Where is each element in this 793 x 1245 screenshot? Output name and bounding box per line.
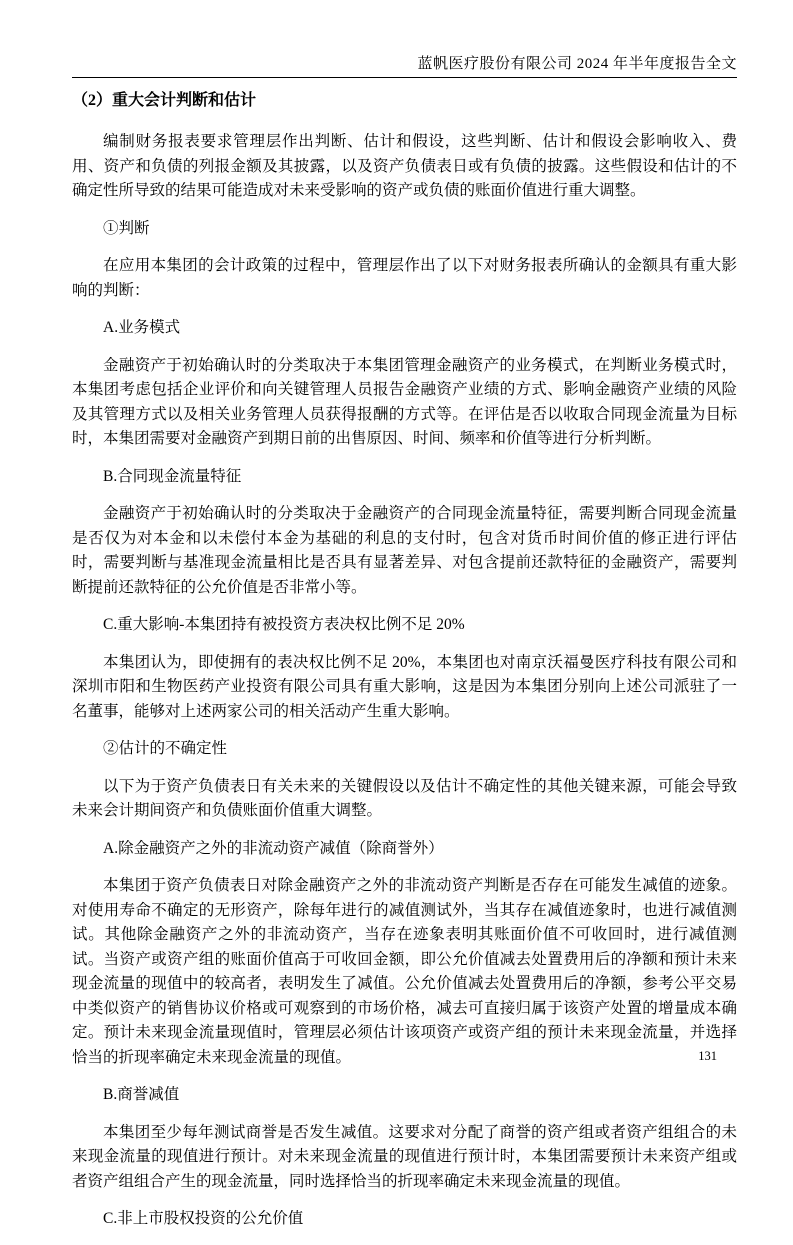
paragraph: 以下为于资产负债表日有关未来的关键假设以及估计不确定性的其他关键来源，可能会导致未来会计期间资产和负债账面价值重大调整。 [72, 777, 737, 819]
sub-heading: A.除金融资产之外的非流动资产减值（除商誉外） [103, 839, 444, 857]
sub-heading: B.合同现金流量特征 [103, 467, 242, 485]
sub-heading: C.重大影响-本集团持有被投资方表决权比例不足 20% [103, 616, 465, 633]
sub-heading: A.业务模式 [103, 319, 181, 336]
report-title: 蓝帆医疗股份有限公司 2024 年半年度报告全文 [417, 56, 737, 72]
page-number: 131 [698, 1049, 717, 1063]
paragraph: 本集团至少每年测试商誉是否发生减值。这要求对分配了商誉的资产组或者资产组组合的未来现金流量的现值进行预计。对未来现金流量的现值进行预计时，本集团需要预计未来资产组或者资产组组合产生的现金流量，同时选择恰当的折现率确定未来现金流量的现值。 [72, 1123, 737, 1190]
sub-heading: C.非上市股权投资的公允价值 [103, 1210, 304, 1227]
paragraph: 本集团认为，即使拥有的表决权比例不足 20%，本集团也对南京沃福曼医疗科技有限公司和深圳市阳和生物医药产业投资有限公司具有重大影响，这是因为本集团分别向上述公司派驻了一名董事，能够对上述两家公司的相关活动产生重大影响。 [72, 653, 737, 720]
section-heading: （2）重大会计判断和估计 [72, 92, 257, 109]
document-body [72, 90, 737, 1245]
sub-heading: ①判断 [103, 219, 150, 237]
paragraph: 在应用本集团的会计政策的过程中，管理层作出了以下对财务报表所确认的金额具有重大影响的判断： [72, 257, 737, 299]
sub-heading: B.商誉减值 [103, 1086, 180, 1103]
page-header [72, 0, 737, 78]
paragraph: 金融资产于初始确认时的分类取决于金融资产的合同现金流量特征，需要判断合同现金流量是否仅为对本金和以未偿付本金为基础的利息的支付时，包含对货币时间价值的修正进行评估时，需要判断与基准现金流量相比是否具有显著差异、对包含提前还款特征的金融资产，需要判断提前还款特征的公允价值是否非常小等。 [72, 505, 737, 596]
sub-heading: ②估计的不确定性 [103, 740, 228, 757]
paragraph: 编制财务报表要求管理层作出判断、估计和假设，这些判断、估计和假设会影响收入、费用、资产和负债的列报金额及其披露，以及资产负债表日或有负债的披露。这些假设和估计的不确定性所导致的结果可能造成对未来受影响的资产或负债的账面价值进行重大调整。 [72, 133, 737, 199]
paragraph: 本集团于资产负债表日对除金融资产之外的非流动资产判断是否存在可能发生减值的迹象。对使用寿命不确定的无形资产，除每年进行的减值测试外，当其存在减值迹象时，也进行减值测试。其他除金融资产之外的非流动资产，当存在迹象表明其账面价值不可收回时，进行减值测试。当资产或资产组的账面价值高于可收回金额，即公允价值减去处置费用后的净额和预计未来现金流量的现值中的较高者，表明发生了减值。公允价值减去处置费用后的净额，参考公平交易中类似资产的销售协议价格或可观察到的市场价格，减去可直接归属于该资产处置的增量成本确定。预计未来现金流量现值时，管理层必须估计该项资产或资产组的预计未来现金流量，并选择恰当的折现率确定未来现金流量的现值。 [72, 877, 737, 1066]
paragraph: 金融资产于初始确认时的分类取决于本集团管理金融资产的业务模式，在判断业务模式时，本集团考虑包括企业评价和向关键管理人员报告金融资产业绩的方式、影响金融资产业绩的风险及其管理方式以及相关业务管理人员获得报酬的方式等。在评估是否以收取合同现金流量为目标时，本集团需要对金融资产到期日前的出售原因、时间、频率和价值等进行分析判断。 [72, 356, 737, 447]
